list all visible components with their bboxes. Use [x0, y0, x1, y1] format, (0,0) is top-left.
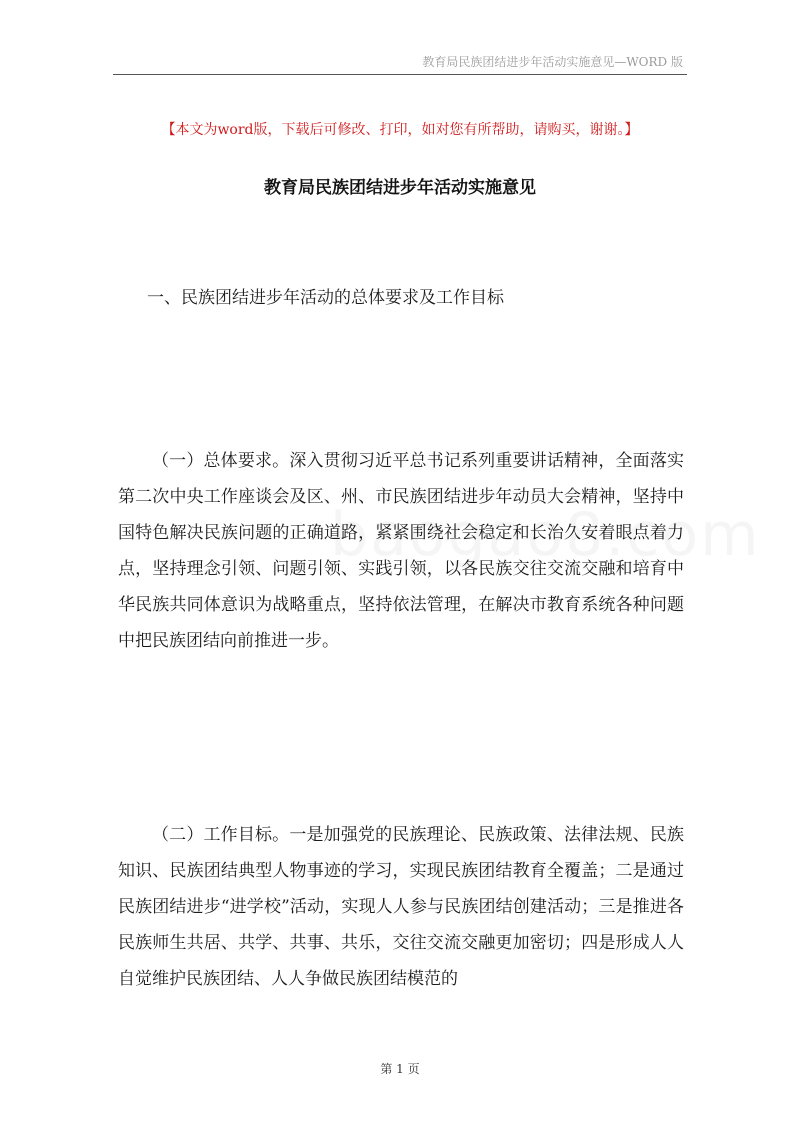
- paragraph-work-goals: （二）工作目标。一是加强党的民族理论、民族政策、法律法规、民族知识、民族团结典型人物事迹的学习，实现民族团结教育全覆盖；二是通过民族团结进步“进学校”活动，实现人人参与民族团结创建活动；三是推进各民族师生共居、共学、共事、共乐，交往交流交融更加密切；四是形成人人自觉维护民族团结、人人争做民族团结模范的: [118, 825, 684, 989]
- document-title: 教育局民族团结进步年活动实施意见: [264, 178, 536, 198]
- header-divider: [113, 74, 687, 75]
- purchase-notice: 【本文为word版，下载后可修改、打印，如对您有所帮助，请购买，谢谢。】: [161, 122, 639, 138]
- section-heading-1: 一、民族团结进步年活动的总体要求及工作目标: [147, 288, 504, 308]
- page-number: 第 1 页: [380, 1062, 420, 1076]
- running-header: 教育局民族团结进步年活动实施意见—WORD 版: [422, 55, 683, 69]
- paragraph-general-requirements: （一）总体要求。深入贯彻习近平总书记系列重要讲话精神，全面落实第二次中央工作座谈会及区、州、市民族团结进步年动员大会精神，坚持中国特色解决民族问题的正确道路，紧紧围绕社会稳定和长治久安着眼点着力点，坚持理念引领、问题引领、实践引领，以各民族交往交流交融和培育中华民族共同体意识为战略重点，坚持依法管理，在解决市教育系统各种问题中把民族团结向前推进一步。: [118, 451, 684, 651]
